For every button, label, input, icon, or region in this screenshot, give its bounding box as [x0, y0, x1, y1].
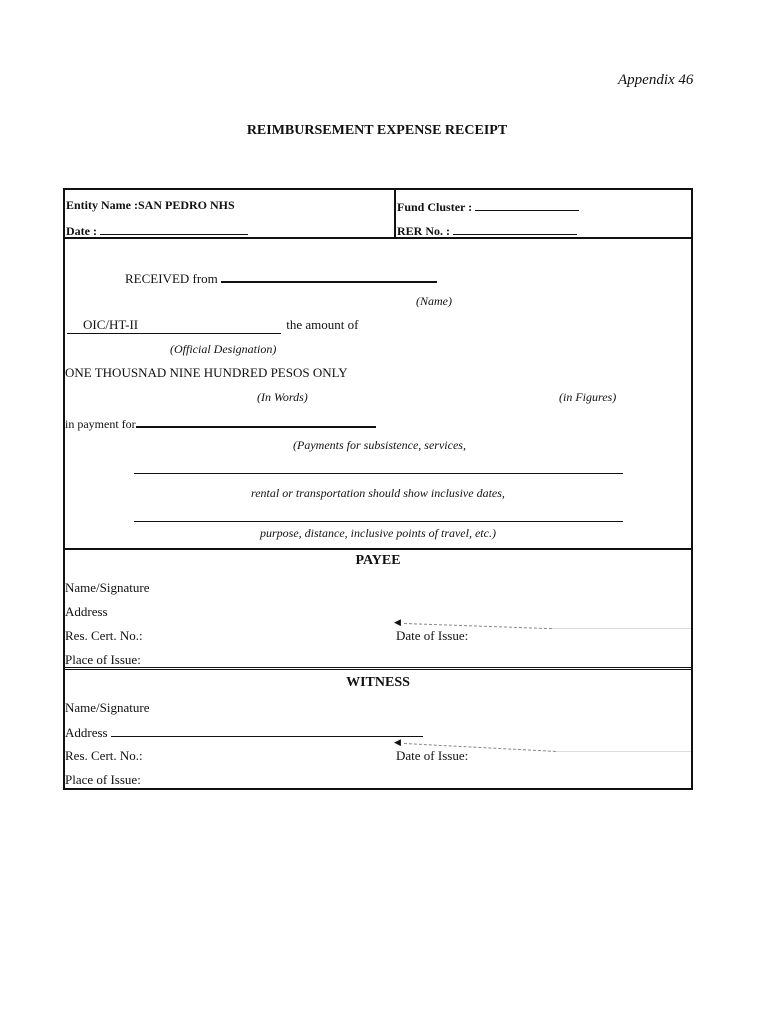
payee-name-signature: Name/Signature: [65, 580, 150, 595]
payee-date-of-issue: Date of Issue:: [396, 628, 469, 643]
faint-line: [556, 751, 691, 752]
payment-for-label: in payment for: [65, 417, 136, 431]
body-bottom-border: [65, 548, 691, 550]
payee-res-cert: Res. Cert. No.:: [65, 628, 143, 643]
payee-heading: PAYEE: [355, 553, 401, 568]
designation-value[interactable]: OIC/HT-II: [67, 317, 281, 334]
received-from-blank[interactable]: [221, 269, 437, 283]
witness-date-of-issue: Date of Issue:: [396, 748, 469, 763]
arrow-left-icon: ◀: [394, 737, 401, 747]
witness-place-of-issue: Place of Issue:: [65, 772, 141, 787]
payment-for-field: [65, 414, 376, 432]
received-from-field: [125, 269, 437, 287]
witness-address-blank[interactable]: [111, 724, 423, 737]
entity-name-field: [66, 198, 235, 213]
payee-address: Address: [65, 604, 108, 619]
entity-name-value: SAN PEDRO NHS: [138, 198, 235, 212]
witness-res-cert: Res. Cert. No.:: [65, 748, 143, 763]
header-bottom-border: [65, 237, 691, 239]
header-divider: [394, 190, 396, 238]
date-label: Date :: [66, 224, 97, 238]
witness-address: Address: [65, 725, 108, 740]
designation-caption: (Official Designation): [170, 342, 277, 356]
document-title: REIMBURSEMENT EXPENSE RECEIPT: [246, 123, 508, 138]
rer-number-blank[interactable]: [453, 222, 577, 235]
designation-field: [67, 317, 358, 334]
payments-caption-1: (Payments for subsistence, services,: [293, 438, 466, 452]
received-from-label: RECEIVED from: [125, 271, 218, 286]
name-caption: (Name): [416, 294, 452, 308]
arrow-left-icon: ◀: [394, 617, 401, 627]
payment-for-blank[interactable]: [136, 414, 376, 428]
fund-cluster-field: [397, 198, 579, 215]
in-words-caption: (In Words): [257, 390, 308, 404]
date-blank[interactable]: [100, 222, 248, 235]
entity-name-label: Entity Name :: [66, 198, 138, 212]
witness-heading: WITNESS: [346, 675, 410, 690]
payee-place-of-issue: Place of Issue:: [65, 652, 141, 667]
payment-line-2[interactable]: [134, 521, 623, 522]
faint-line: [552, 628, 691, 629]
receipt-form: [63, 188, 693, 790]
in-figures-caption: (in Figures): [559, 390, 617, 404]
rer-number-label: RER No. :: [397, 224, 450, 238]
payee-bottom-border: [65, 667, 691, 670]
payments-caption-3: purpose, distance, inclusive points of travel, etc.): [260, 526, 496, 540]
witness-address-field: [65, 724, 423, 741]
fund-cluster-blank[interactable]: [475, 198, 579, 211]
payment-line-1[interactable]: [134, 473, 623, 474]
fund-cluster-label: Fund Cluster :: [397, 200, 473, 214]
amount-in-words: ONE THOUSNAD NINE HUNDRED PESOS ONLY: [65, 365, 348, 380]
amount-of-label: the amount of: [286, 317, 359, 332]
appendix-label: Appendix 46: [618, 72, 694, 88]
witness-name-signature: Name/Signature: [65, 700, 150, 715]
payments-caption-2: rental or transportation should show inclusive dates,: [251, 486, 505, 500]
